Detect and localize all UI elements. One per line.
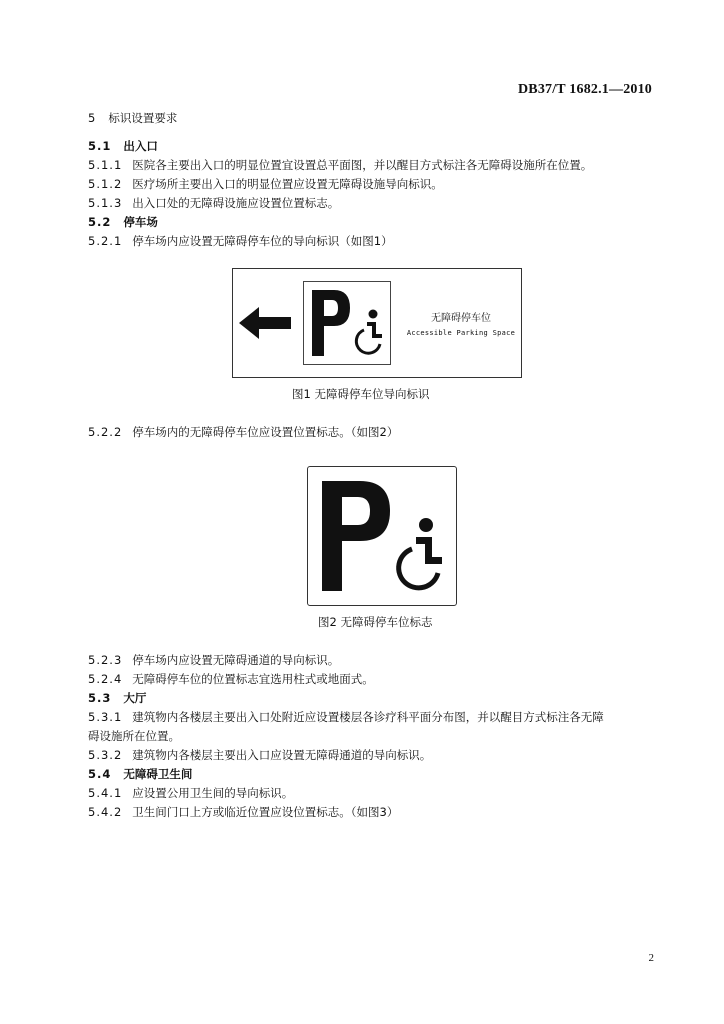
clause-5-3-1: 5.3.1 建筑物内各楼层主要出入口处附近应设置楼层各诊疗科平面分布图，并以醒目方式标注各无障: [88, 710, 604, 724]
clause-5-2-2: 5.2.2 停车场内的无障碍停车位应设置位置标志。（如图2）: [88, 425, 399, 439]
accessible-parking-icon: [304, 282, 390, 364]
figure-2-location-sign: [307, 466, 457, 606]
page-number: 2: [648, 952, 654, 964]
left-arrow-icon: [237, 303, 297, 343]
section-heading-5-4: 5.4 无障碍卫生间: [88, 767, 193, 781]
section-heading-5-2: 5.2 停车场: [88, 215, 158, 229]
sign-label-en: Accessible Parking Space: [406, 329, 516, 337]
clause-5-1-2: 5.1.2 医疗场所主要出入口的明显位置应设置无障碍设施导向标识。: [88, 177, 443, 191]
accessible-parking-icon: [308, 467, 455, 604]
clause-5-2-4: 5.2.4 无障碍停车位的位置标志宜选用柱式或地面式。: [88, 672, 374, 686]
clause-5-4-1: 5.4.1 应设置公用卫生间的导向标识。: [88, 786, 294, 800]
clause-5-1-1: 5.1.1 医院各主要出入口的明显位置宜设置总平面图，并以醒目方式标注各无障碍设施所在位置。: [88, 158, 593, 172]
clause-5-4-2: 5.4.2 卫生间门口上方或临近位置应设位置标志。（如图3）: [88, 805, 399, 819]
standard-code: DB37/T 1682.1—2010: [517, 82, 652, 97]
clause-5-1-3: 5.1.3 出入口处的无障碍设施应设置位置标志。: [88, 196, 340, 210]
clause-5-3-2: 5.3.2 建筑物内各楼层主要出入口应设置无障碍通道的导向标识。: [88, 748, 432, 762]
section-heading-5-3: 5.3 大厅: [88, 691, 147, 705]
figure-1-directional-sign: [232, 268, 522, 378]
section-heading-5: 5 标识设置要求: [88, 111, 178, 125]
sign-label-cn: 无障碍停车位: [431, 313, 491, 324]
clause-5-2-1: 5.2.1 停车场内应设置无障碍停车位的导向标识（如图1）: [88, 234, 393, 248]
parking-symbol-box: [303, 281, 391, 365]
figure-1-caption: 图1 无障碍停车位导向标识: [292, 387, 430, 401]
clause-5-2-3: 5.2.3 停车场内应设置无障碍通道的导向标识。: [88, 653, 340, 667]
figure-2-caption: 图2 无障碍停车位标志: [318, 615, 433, 629]
section-heading-5-1: 5.1 出入口: [88, 139, 158, 153]
clause-5-3-1-continued: 碍设施所在位置。: [88, 729, 180, 743]
